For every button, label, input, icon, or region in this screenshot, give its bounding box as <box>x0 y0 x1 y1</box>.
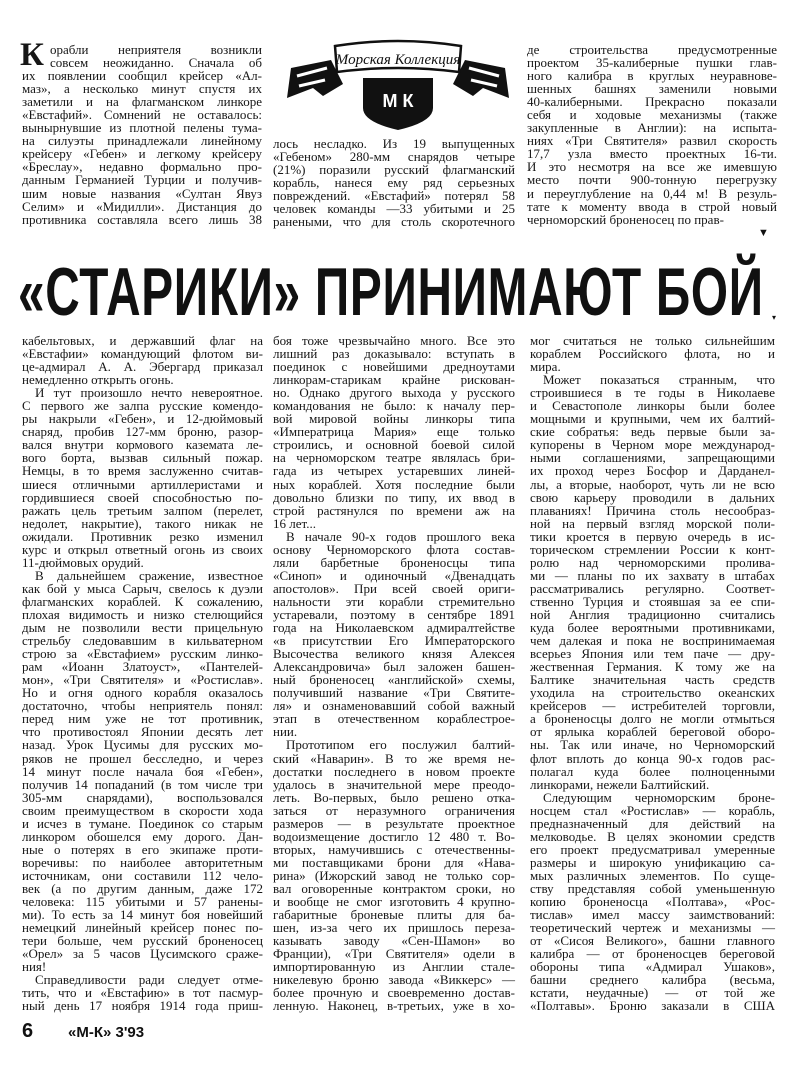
text-line: Немцы, в то время заслуженно считав- <box>22 463 263 479</box>
text-line: орабли неприятеля возникли <box>50 42 262 57</box>
text-line: це-адмирал А. А. Эбергард приказал <box>22 359 263 375</box>
text-line: 17,7 узла вместо проектных 16-ти. <box>527 146 777 162</box>
text-line: флагманских кораблей. К сожалению, <box>22 593 263 609</box>
text-line: «Императрица Мария» еще только <box>273 424 515 440</box>
text-line: закупленные в Англии): на испыта- <box>527 120 777 136</box>
text-line: заметили и на флагманском линкоре <box>22 94 262 110</box>
text-line: себя и ходовые механизмы (также <box>527 107 777 123</box>
text-line: С первого же залпа русские комендо- <box>22 398 263 414</box>
text-line: размеры и широкую унификацию са- <box>530 854 775 870</box>
text-line: получив 14 попаданий (в том числе три <box>22 776 263 792</box>
text-line: рина» (Ижорский завод не только сор- <box>273 867 515 883</box>
text-line: полагал куда более полноценными <box>530 763 775 779</box>
text-line: ного калибра в круглых неуравнове- <box>527 68 777 84</box>
logo-emblem-icon <box>283 38 513 130</box>
text-line: повреждений. «Евстафий» потерял 58 <box>273 188 515 204</box>
text-line: «в присутствии Его Императорского <box>273 633 515 649</box>
text-line: вал оговоренные контрактом сроки, но <box>273 880 515 896</box>
text-line: нии. <box>273 724 298 740</box>
top-middle-column <box>273 137 515 228</box>
text-line: ранеными, что для столь скоротечного <box>273 214 515 230</box>
text-line: ству представляя собой уменьшенную <box>530 880 775 896</box>
text-line: ленную. Наконец, в-третьих, уже в хо- <box>273 998 515 1014</box>
text-line: чем далекая и пока не воспринимаемая <box>530 633 775 649</box>
text-line: купорены в Черном море международ- <box>530 437 775 453</box>
text-line: тики кроется в первую очередь в ис- <box>530 528 775 544</box>
text-line: и переуглубление на 0,44 м! В резуль- <box>527 185 777 201</box>
text-line: ниях «Три Святителя» развил скорость <box>527 133 777 149</box>
text-line: импортированную из Англии стале- <box>273 959 515 975</box>
text-line: ной Англия традиционно считались <box>530 606 775 622</box>
article-headline: «СТАРИКИ» ПРИНИМАЮТ БОЙ <box>18 254 764 330</box>
text-line: вторых, намучившись с отечественны- <box>273 841 515 857</box>
text-line: корабль, нанеся ему ряд серьезных <box>273 175 515 191</box>
logo-shield-text: М К <box>382 91 414 111</box>
text-line: линкорам-старикам крайне рискован- <box>273 372 515 388</box>
text-line: габаритные броневые плиты для ба- <box>273 907 515 923</box>
text-line: а броненосцы долго не могли отмыться <box>530 711 775 727</box>
text-line: калибра — от броненосцев береговой <box>530 946 775 962</box>
text-line: плаваниях! Причина столь несообраз- <box>530 502 775 518</box>
text-line: кстати, неудачные) — от той же <box>530 985 775 1001</box>
text-line: данным Германией Турции и получив- <box>22 172 262 188</box>
headline-marker-icon: ▾ <box>772 313 777 322</box>
text-line: получивший название «Три Святите- <box>273 685 515 701</box>
text-line: куда более вероятными противниками, <box>530 620 775 636</box>
text-line: всерьез Япония или тем паче — дру- <box>530 646 775 662</box>
text-line: ными соглашениями, запрещающими <box>530 450 775 466</box>
text-line: лось несладко. Из 19 выпущенных <box>273 136 515 151</box>
text-line: вынырнувшие из плотной пелены тума- <box>22 120 262 136</box>
text-line: вого борта, вызвав сильный пожар. <box>22 450 263 466</box>
text-line: строившиеся в те годы в Николаеве <box>530 385 775 401</box>
text-line: на черноморском театре являлась бри- <box>273 450 515 466</box>
article-column-3 <box>530 334 775 1012</box>
text-line: поединок с новейшими дредноутами <box>273 359 515 375</box>
article-column-1 <box>22 334 263 1012</box>
text-line: Может показаться странным, что <box>543 372 775 388</box>
text-line: «Гебеном» 280-мм снарядов четыре <box>273 149 515 165</box>
text-line: Прототипом его послужил балтий- <box>286 737 515 753</box>
text-line: рассматривались регулярно. Соответ- <box>530 580 775 596</box>
text-line: «Полтавы». Броню заказали в США <box>530 998 775 1014</box>
text-line: боя тоже чрезвычайно много. Все это <box>273 333 515 348</box>
text-line: торическом стремлении России к конт- <box>530 541 775 557</box>
text-line: Балтике значительная часть средств <box>530 672 775 688</box>
text-line: гордившиеся своей способностью по- <box>22 489 263 505</box>
text-line: достаточно, чтобы неприятель понял: <box>22 698 263 714</box>
text-line: курс и открыл ответный огонь из своих <box>22 541 263 557</box>
text-line: ми поставщиками брони для «Нава- <box>273 854 515 870</box>
text-line: командования не было: к началу пер- <box>273 398 515 414</box>
text-line: шим новые названия «Султан Явуз <box>22 185 262 201</box>
text-line: ный броненосец «английской» схемы, <box>273 672 515 688</box>
text-line: тери больше, чем русский броненосец <box>22 933 263 949</box>
text-line: никелевую броню завода «Виккерс» — <box>273 972 515 988</box>
text-line: нальности эти корабли стремительно <box>273 593 515 609</box>
text-line: носцем стал «Ростислав» — корабль, <box>530 802 775 818</box>
text-line: апостолов». При всей своей ориги- <box>273 580 515 596</box>
text-line: (21%) поразили русский флагманский <box>273 162 515 178</box>
text-line: Франции), «Три Святителя» одели в <box>273 946 515 962</box>
text-line: теоретический чертеж и механизмы — <box>530 920 775 936</box>
text-line: строю за «Евстафием» русским линко- <box>22 646 263 662</box>
text-line: тить, что и «Евстафию» в тот пасмур- <box>22 985 263 1001</box>
text-line: ряков не прошел бесследно, и через <box>22 750 263 766</box>
text-line: ной на первый взгляд морской поли- <box>530 515 775 531</box>
text-line: ных кораблей. Хотя последние были <box>273 476 515 492</box>
text-line: строились, и основной боевой силой <box>273 437 515 453</box>
text-line: мира. <box>530 359 561 375</box>
text-line: своим преимуществом в скорости хода <box>22 802 263 818</box>
text-line: де строительства предусмотренные <box>527 42 777 57</box>
text-line: 40-калиберными. Прекрасно показали <box>527 94 777 110</box>
text-line: «Орел» за 5 часов Цусимского сраже- <box>22 946 263 962</box>
text-line: назад. Урок Цусимы для русских мо- <box>22 737 263 753</box>
text-line: более прочную и своевременно достав- <box>273 985 515 1001</box>
text-line: вался внутри кормового каземата ле- <box>22 437 263 453</box>
text-line: и вообще не смог изготовить 4 крупно- <box>273 894 515 910</box>
magazine-issue: «М-К» 3'93 <box>68 1024 145 1041</box>
text-line: устаревали, поэтому в сентябре 1891 <box>273 606 515 622</box>
text-line: крейсеров — истребителей торговли, <box>530 698 775 714</box>
text-line: 11-дюймовых орудий. <box>22 554 144 570</box>
drop-cap: К <box>20 37 44 73</box>
text-line: от «Сисоя Великого», башни главного <box>530 933 775 949</box>
text-line: место почти 900-тонную перегрузку <box>527 172 777 188</box>
text-line: обороны типа «Адмирал Ушаков», <box>530 959 775 975</box>
top-right-column <box>527 43 777 226</box>
logo-banner-text: Морская Коллекция <box>335 52 461 68</box>
text-line: шиеся отличными артиллеристами и <box>22 476 263 492</box>
text-line: гада из четырех устаревших линей- <box>273 463 515 479</box>
text-line: недолет, накрытие), такого никак не <box>22 515 263 531</box>
text-line: кабельтовых, и державший флаг на <box>22 333 263 348</box>
text-line: стрельбу следовавшим в кильватерном <box>22 633 263 649</box>
text-line: казывать заводу «Сен-Шамон» во <box>273 933 515 949</box>
text-line: его проект предусматривал умеренные <box>530 841 775 857</box>
text-line: лишний раз доказывало: вступать в <box>273 346 515 362</box>
text-line: ственно Турция и стоявшая за ее спи- <box>530 593 775 609</box>
text-line: заться от неразумного ограничения <box>273 802 515 818</box>
text-line: вой мировой войны линкоры типа <box>273 411 515 427</box>
text-line: что противостоял Японии десять лет <box>22 724 263 740</box>
text-line: В начале 90-х годов прошлого века <box>286 528 515 544</box>
text-line: черноморский броненосец по прав- <box>527 211 724 227</box>
text-line: ми). То есть за 14 минут боя новейший <box>22 907 263 923</box>
article-column-2 <box>273 334 515 1012</box>
text-line: и исчез в тумане. Поединок со старым <box>22 815 263 831</box>
text-line: размеров — в результате проектное <box>273 815 515 831</box>
text-line: противника составляла всего лишь 38 <box>22 211 262 227</box>
text-line: линкорами, нежели Балтийский. <box>530 776 710 792</box>
text-line: совсем неожиданно. Сначала об <box>50 55 262 71</box>
text-line: ожидали. Противник резко изменил <box>22 528 263 544</box>
text-line: ролю над черноморскими пролива- <box>530 554 775 570</box>
text-line: свою карьеру проводили в дальних <box>530 489 775 505</box>
text-line: 14 минут после начала боя «Гебен», <box>22 763 263 779</box>
text-line: ляли барбетные броненосцы типа <box>273 554 515 570</box>
text-line: воречивы: по наиболее авторитетным <box>22 854 263 870</box>
text-line: от ярлыка кораблей береговой оборо- <box>530 724 775 740</box>
text-line: как бой у мыса Сарыч, свелось к дуэли <box>22 580 263 596</box>
text-line: дым не позволили вести прицельную <box>22 620 263 636</box>
text-line: человека: 115 убитыми и 57 ранены- <box>22 894 263 910</box>
text-line: леть. Во-первых, было решено отка- <box>273 789 515 805</box>
text-line: мелководье. В целях экономии средств <box>530 828 775 844</box>
text-line: на силуэты принадлежали линейному <box>22 133 262 149</box>
text-line: довольно близки по типу, их ввод в <box>273 489 515 505</box>
text-line: источникам, они составили 112 чело- <box>22 867 263 883</box>
text-line: уходила на строительство океанских <box>530 685 775 701</box>
text-line: башни среднего калибра (весьма, <box>530 972 775 988</box>
text-line: их появлении сообщил крейсер «Ал- <box>22 68 262 84</box>
text-line: ны. Так или иначе, но Черноморский <box>530 737 775 753</box>
text-line: строй растянулся по времени аж на <box>273 502 515 518</box>
text-line: ры накрыли «Гебен», и 12-дюймовый <box>22 411 263 427</box>
text-line: флот вплоть до конца 90-х годов рас- <box>530 750 775 766</box>
text-line: И это несмотря на все же имевшую <box>527 159 777 175</box>
text-line: «Евстафий». Сомнений не оставалось: <box>22 107 262 123</box>
text-line: но. Однако другого выхода у русского <box>273 385 515 401</box>
text-line: мог считаться не только сильнейшим <box>530 333 775 348</box>
text-line: шенных башнях заменили новыми <box>527 81 777 97</box>
text-line: и Севастополе линкоры были более <box>530 398 775 414</box>
text-line: снаряд, пробив 127-мм броню, разор- <box>22 424 263 440</box>
text-line: перед ним уже не тот противник, <box>22 711 263 727</box>
text-line: В дальнейшем сражение, известное <box>35 567 263 583</box>
text-line: достатки последнего в новом проекте <box>273 763 515 779</box>
text-line: кораблем Российского флота, но и <box>530 346 775 362</box>
text-line: «Евстафии» командующий флотом ви- <box>22 346 263 362</box>
text-line: мощными и крупными, чем их балтий- <box>530 411 775 427</box>
text-line: И тут произошло нечто невероятное. <box>35 385 263 401</box>
text-line: плохая видимость и низко стелющийся <box>22 606 263 622</box>
text-line: немецкий линейный крейсер понес по- <box>22 920 263 936</box>
text-line: лы, а вторые, наоборот, чуть ли не всю <box>530 476 775 492</box>
text-line: тислав» имел массу заимствований: <box>530 907 775 923</box>
text-line: копию броненосца «Полтава», «Рос- <box>530 894 775 910</box>
text-line: мон», «Три Святителя» и «Ростислав». <box>22 672 263 688</box>
text-line: ские собратья: ведь первые были за- <box>530 424 775 440</box>
top-left-column <box>20 37 262 227</box>
text-line: их проход через Босфор и Дарданел- <box>530 463 775 479</box>
text-line: маз», а несколько минут спустя их <box>22 81 262 97</box>
text-line: Александровича» был заложен башен- <box>273 659 515 675</box>
text-line: ми — планы по их захвату в штабах <box>530 567 775 583</box>
text-line: немедленно открыть огонь. <box>22 372 174 388</box>
text-line: 305-мм снарядами), воспользовался <box>22 789 263 805</box>
text-line: ля» и ознаменовавший собой важный <box>273 698 515 714</box>
text-line: век (а по другим данным, даже 172 <box>22 880 263 896</box>
text-line: линкором обошелся ему дорого. Дан- <box>22 828 263 844</box>
text-line: ния! <box>22 959 47 975</box>
text-line: человек команды —33 убитыми и 25 <box>273 201 515 217</box>
text-line: Но и огня одного корабля оказалось <box>22 685 263 701</box>
text-line: проектом 35-калиберные пушки глав- <box>527 55 777 71</box>
text-line: предназначенный для действий на <box>530 815 775 831</box>
text-line: Справедливости ради следует отме- <box>35 972 263 988</box>
text-line: рам «Иоанн Златоуст», «Пантелей- <box>22 659 263 675</box>
magazine-logo <box>283 38 513 130</box>
text-line: года на Николаевском адмиралтействе <box>273 620 515 636</box>
text-line: ный день 17 ноября 1914 года приш- <box>22 998 263 1014</box>
text-line: шен, из-за чего их пришлось переза- <box>273 920 515 936</box>
text-line: 16 лет... <box>273 515 316 531</box>
text-line: жественная Германия. К тому же на <box>530 659 775 675</box>
text-line: ные о потерях в его экипаже проти- <box>22 841 263 857</box>
text-line: Следующим черноморским броне- <box>543 789 775 805</box>
text-line: удалось в значительной мере преодо- <box>273 776 515 792</box>
continue-marker-icon: ▼ <box>758 227 769 239</box>
text-line: Селим» и «Мидилли». Дистанция до <box>22 198 262 214</box>
text-line: «Синоп» и одиночный «Двенадцать <box>273 567 515 583</box>
text-line: «Бреслау», недавно формально про- <box>22 159 262 175</box>
text-line: Высочества великого князя Алексея <box>273 646 515 662</box>
text-line: основу Черноморского флота состав- <box>273 541 515 557</box>
text-line: тате к моменту ввода в строй новый <box>527 198 777 214</box>
text-line: этап в отечественном кораблестрое- <box>273 711 515 727</box>
text-line: ражать цель третьим залпом (перелет, <box>22 502 263 518</box>
text-line: ский «Наварин». В то же время не- <box>273 750 515 766</box>
text-line: крейсеру «Гебен» и легкому крейсеру <box>22 146 262 162</box>
text-line: водоизмещение достигло 12 480 т. Во- <box>273 828 515 844</box>
text-line: мых различных элементов. По суще- <box>530 867 775 883</box>
page-number: 6 <box>22 1020 34 1042</box>
